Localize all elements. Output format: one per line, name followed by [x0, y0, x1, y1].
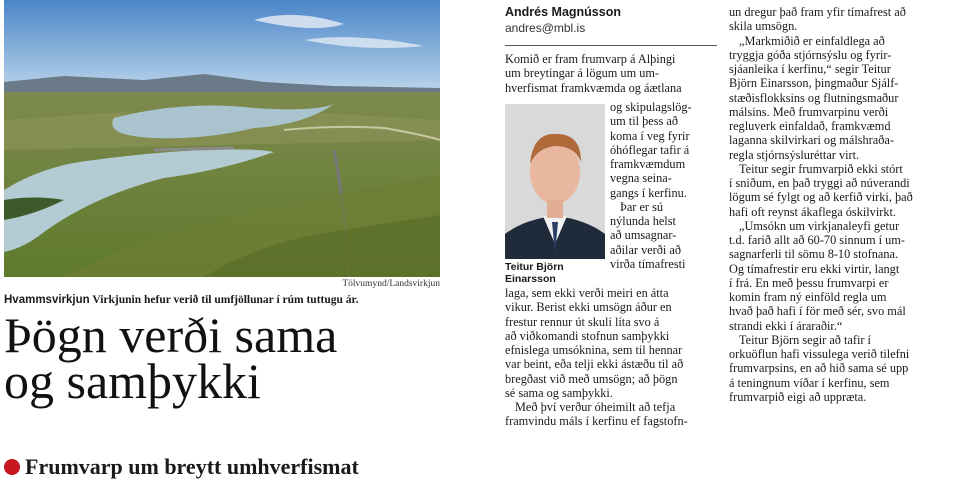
- text-line: laganna skilvirkari og málshraða-: [729, 133, 894, 148]
- text-line: strandi ekki í áraraðir.“: [729, 318, 843, 333]
- headline-line-1: Þögn verði sama: [4, 307, 338, 363]
- aerial-photo: [4, 0, 440, 277]
- portrait-caption-line: Teitur Björn: [505, 261, 564, 273]
- text-line: Þar er sú: [620, 199, 664, 214]
- headline-line-2: og samþykki: [4, 353, 261, 409]
- text-line: komin fram ný einföld regla um: [729, 290, 887, 304]
- text-line: koma í veg fyrir: [610, 128, 690, 143]
- text-line: Með því verður óheimilt að tefja: [515, 400, 676, 414]
- text-line: hafi oft reynst ákaflega óskilvirkt.: [729, 204, 896, 219]
- text-line: orkuöflun hafi vissulega verið tilefni: [729, 347, 910, 361]
- text-line: hverfismat framkvæmda og áætlana: [505, 80, 682, 95]
- text-line: var beint, eða telji ekki ástæðu til að: [505, 357, 684, 372]
- text-line: virða tímafresti: [610, 256, 686, 271]
- photo-credit: Tölvumynd/Landsvirkjun: [342, 279, 440, 289]
- text-line: Teitur segir frumvarpið ekki stórt: [739, 161, 903, 176]
- text-line: málsins. Með frumvarpinu verði: [729, 104, 889, 119]
- text-line: óhóflegar tafir á: [610, 142, 690, 157]
- text-line: Komið er fram frumvarp á Alþingi: [505, 52, 676, 66]
- text-line: gangs í kerfinu.: [610, 185, 687, 200]
- text-line: „Umsókn um virkjanaleyfi getur: [739, 218, 900, 233]
- text-line: bregðast við með umsögn; að þögn: [505, 371, 678, 386]
- caption-text: Virkjunin hefur verið til umfjöllunar í rúm tuttugu ár.: [89, 294, 359, 306]
- text-line: framkvæmdum: [610, 157, 686, 171]
- text-line: frestur rennur út skuli líta svo á: [505, 314, 660, 329]
- caption-lead: Hvammsvirkjun: [4, 294, 90, 306]
- photo-caption: [4, 294, 444, 306]
- text-line: vegna seina-: [610, 171, 672, 186]
- text-line: í frá. En með þessu frumvarpi er: [729, 275, 889, 290]
- text-line: lögum sé fylgt og að kerfið virki, það: [729, 190, 913, 205]
- text-line: nýlunda helst: [610, 214, 676, 228]
- subheadline-text: Frumvarp um breytt umhverfismat: [25, 454, 359, 479]
- text-line: um breytingar á lögum um um-: [505, 66, 660, 81]
- reservoir-landscape-image: [4, 0, 440, 277]
- person-portrait-image: [505, 104, 605, 259]
- portrait-photo: [505, 104, 605, 259]
- text-line: stæðisflokksins og flutningsmaður: [729, 90, 899, 105]
- text-line: tryggja góða stjórnsýslu og fyrir-: [729, 47, 892, 62]
- text-line: sjáanleika í kerfinu,“ segir Teitur: [729, 62, 891, 76]
- text-line: laga, sem ekki verði meiri en átta: [505, 286, 669, 300]
- text-line: un dregur það fram yfir tímafrest að: [729, 5, 906, 19]
- text-line: Björn Einarsson, þingmaður Sjálf-: [729, 76, 899, 91]
- subheadline: [4, 454, 464, 480]
- text-line: aðilar verði að: [610, 242, 682, 257]
- text-line: skila umsögn.: [729, 19, 798, 34]
- text-line: regluverk einfaldað, framkvæmd: [729, 119, 891, 133]
- byline-author: Andrés Magnússon: [505, 5, 621, 19]
- text-line: á teningnum víðar í kerfinu, sem: [729, 375, 890, 390]
- text-line: hvað það hafi í för með sér, svo mál: [729, 304, 906, 319]
- text-line: frumvarpsins, en að hið sama sé upp: [729, 361, 909, 376]
- text-line: um til þess að: [610, 114, 678, 129]
- text-line: regla stjórnsýsluréttar virt.: [729, 147, 860, 162]
- text-line: t.d. farið allt að 60-70 sinnum í um-: [729, 233, 905, 247]
- text-line: að viðkomandi stofnun samþykki: [505, 328, 670, 343]
- text-line: Teitur Björn segir að tafir í: [739, 332, 871, 347]
- text-line: efnislega umsóknina, sem til hennar: [505, 343, 683, 357]
- text-line: Og tímafrestir eru ekki virtir, langt: [729, 261, 900, 276]
- byline-divider: [505, 45, 717, 46]
- article-middle-continued: [505, 286, 688, 429]
- text-line: og skipulagslög-: [610, 100, 692, 114]
- headline: [4, 307, 454, 409]
- red-bullet-icon: [4, 459, 20, 475]
- text-line: sagnarferli til sömu 8-10 stofnana.: [729, 247, 899, 262]
- text-line: vikur. Berist ekki umsögn áður en: [505, 300, 672, 315]
- text-line: „Markmiðið er einfaldlega að: [739, 33, 885, 48]
- text-line: að umsagnar-: [610, 228, 677, 243]
- portrait-caption: [505, 262, 564, 285]
- article-right-column: [729, 5, 913, 404]
- portrait-caption-line: Einarsson: [505, 272, 556, 285]
- text-line: í sniðum, en það tryggi að núverandi: [729, 176, 910, 190]
- byline-email: andres@mbl.is: [505, 21, 586, 35]
- text-line: framvindu máls í kerfinu ef fagstofn-: [505, 414, 688, 429]
- text-line: sé sama og samþykki.: [505, 385, 613, 400]
- text-line: frumvarpið eigi að uppræta.: [729, 389, 867, 404]
- article-intro: [505, 52, 682, 95]
- article-wrap-column: [610, 100, 692, 271]
